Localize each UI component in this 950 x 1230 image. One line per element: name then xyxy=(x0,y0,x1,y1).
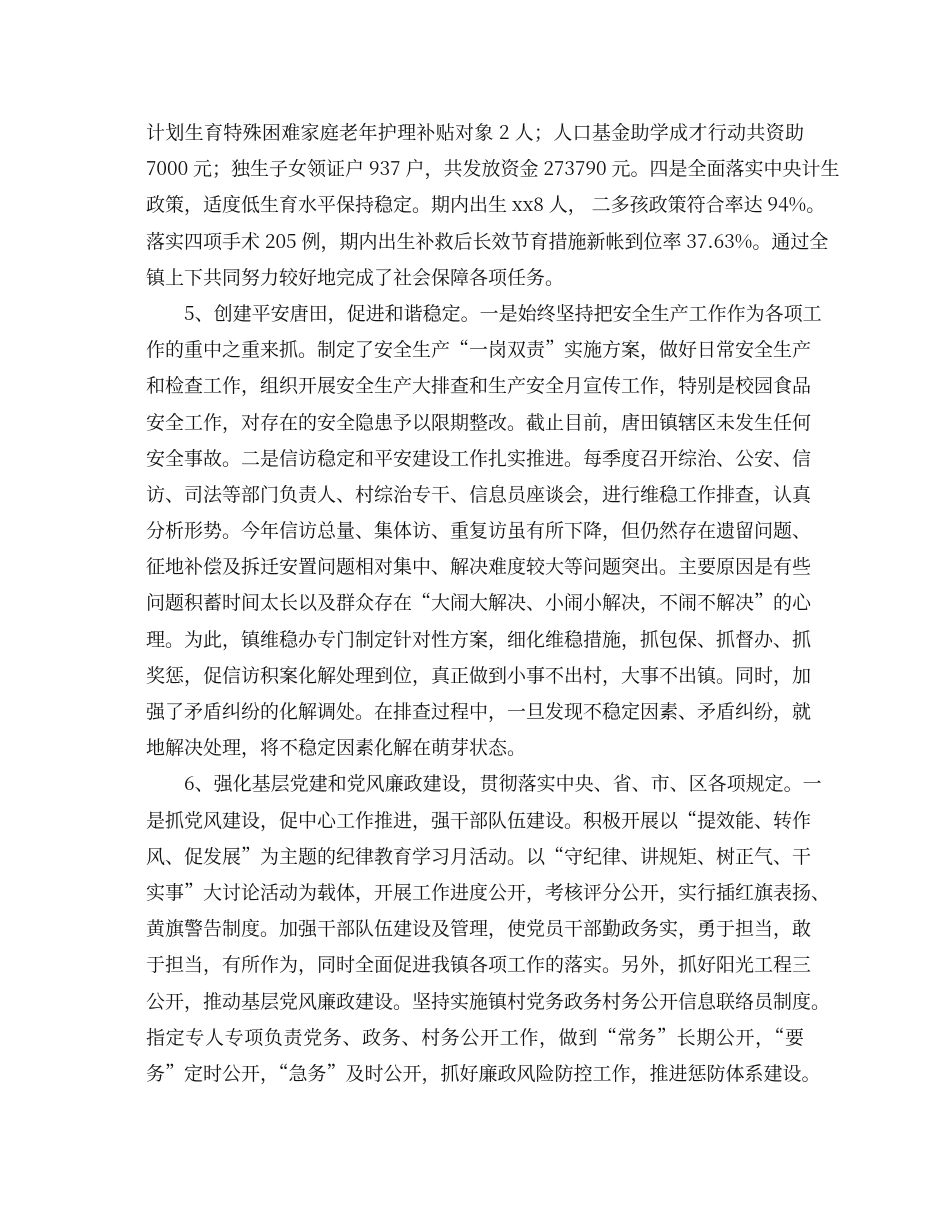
text-line: 公开，推动基层党风廉政建设。坚持实施镇村党务政务村务公开信息联络员制度。 xyxy=(146,986,831,1014)
text-line: 7000 元；独生子女领证户 937 户，共发放资金 273790 元。四是全面落实中央计生 xyxy=(146,154,840,182)
text-line: 指定专人专项负责党务、政务、村务公开工作，做到“常务”长期公开，“要 xyxy=(146,1022,804,1050)
text-line: 征地补偿及拆迁安置问题相对集中、解决难度较大等问题突出。主要原因是有些 xyxy=(146,552,812,580)
text-line: 地解决处理，将不稳定因素化解在萌芽状态。 xyxy=(146,733,527,761)
text-line: 黄旗警告制度。加强干部队伍建设及管理，使党员干部勤政务实，勇于担当，敢 xyxy=(146,914,812,942)
text-line: 6、强化基层党建和党风廉政建设，贯彻落实中央、省、市、区各项规定。一 xyxy=(184,769,822,797)
text-line: 是抓党风建设，促中心工作推进，强干部队伍建设。积极开展以“提效能、转作 xyxy=(146,805,812,833)
paragraph-party-building xyxy=(146,765,831,1091)
text-line: 奖惩，促信访积案化解处理到位，真正做到小事不出村，大事不出镇。同时，加 xyxy=(146,660,812,688)
text-line: 理。为此，镇维稳办专门制定针对性方案，细化维稳措施，抓包保、抓督办、抓 xyxy=(146,624,812,652)
text-line: 务”定时公开，“急务”及时公开，抓好廉政风险防控工作，推进惩防体系建设。 xyxy=(146,1058,821,1086)
text-line: 安全事故。二是信访稳定和平安建设工作扎实推进。每季度召开综治、公安、信 xyxy=(146,443,812,471)
text-line: 政策，适度低生育水平保持稳定。期内出生 xx8 人， 二多孩政策符合率达 94%。 xyxy=(146,190,826,218)
text-line: 于担当，有所作为，同时全面促进我镇各项工作的落实。另外，抓好阳光工程三 xyxy=(146,950,812,978)
text-line: 作的重中之重来抓。制定了安全生产“一岗双责”实施方案，做好日常安全生产 xyxy=(146,335,812,363)
paragraph-social-security-end xyxy=(146,114,840,295)
text-line: 计划生育特殊困难家庭老年护理补贴对象 2 人；人口基金助学成才行动共资助 xyxy=(146,118,804,145)
text-line: 镇上下共同努力较好地完成了社会保障各项任务。 xyxy=(146,262,565,290)
text-line: 风、促发展”为主题的纪律教育学习月活动。以“守纪律、讲规矩、树正气、干 xyxy=(146,841,812,869)
text-line: 实事”大讨论活动为载体，开展工作进度公开，考核评分公开，实行插红旗表扬、 xyxy=(146,877,831,905)
text-line: 安全工作，对存在的安全隐患予以限期整改。截止目前，唐田镇辖区未发生任何 xyxy=(146,407,812,435)
text-line: 落实四项手术 205 例，期内出生补救后长效节育措施新帐到位率 37.63%。通过全 xyxy=(146,226,829,254)
text-line: 分析形势。今年信访总量、集体访、重复访虽有所下降，但仍然存在遗留问题、 xyxy=(146,516,812,544)
text-line: 访、司法等部门负责人、村综治专干、信息员座谈会，进行维稳工作排查，认真 xyxy=(146,479,812,507)
text-line: 强了矛盾纠纷的化解调处。在排查过程中，一旦发现不稳定因素、矛盾纠纷，就 xyxy=(146,697,812,724)
paragraph-peace-tangtian xyxy=(146,295,822,765)
text-line: 5、创建平安唐田，促进和谐稳定。一是始终坚持把安全生产工作作为各项工 xyxy=(184,298,822,326)
document-body xyxy=(146,114,840,1091)
text-line: 问题积蓄时间太长以及群众存在“大闹大解决、小闹小解决，不闹不解决”的心 xyxy=(146,588,812,616)
text-line: 和检查工作，组织开展安全生产大排查和生产安全月宣传工作，特别是校园食品 xyxy=(146,371,812,399)
